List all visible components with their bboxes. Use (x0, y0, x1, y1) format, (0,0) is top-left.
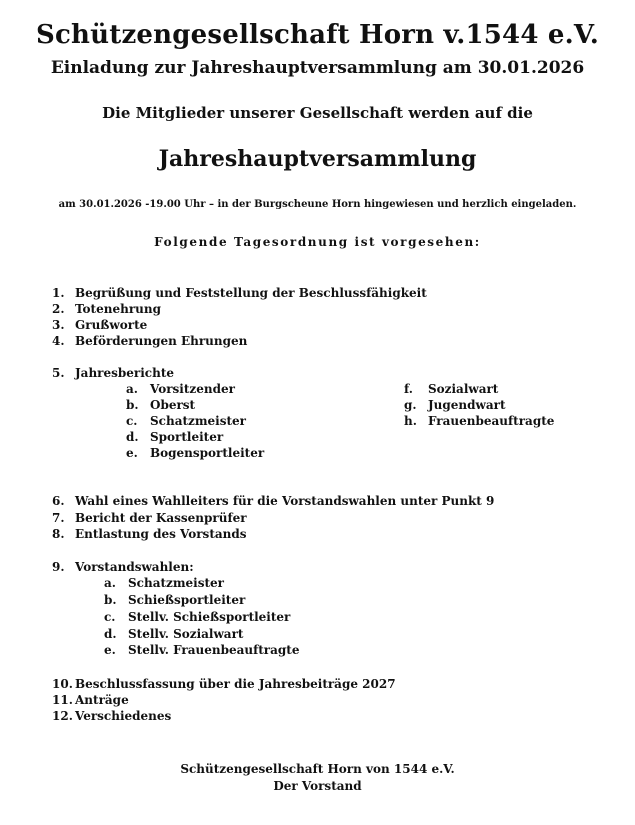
agenda-item-number: 2. (52, 302, 65, 316)
subitem-text: Schatzmeister (128, 576, 224, 590)
subitem-text: Vorsitzender (150, 382, 235, 396)
agenda-item-text: Verschiedenes (75, 709, 172, 723)
subitem-letter: c. (126, 414, 138, 428)
agenda-item-number: 11. (52, 693, 73, 707)
footer-signature: Der Vorstand (273, 779, 362, 793)
invitation-subtitle: Einladung zur Jahreshauptversammlung am 30.01.2026 (50, 58, 585, 78)
agenda-item-number: 7. (52, 511, 65, 525)
agenda-item-number: 4. (52, 334, 65, 348)
intro-text: Die Mitglieder unserer Gesellschaft werden auf die (102, 104, 533, 122)
subitem-letter: e. (126, 446, 138, 460)
subitem-letter: h. (404, 414, 417, 428)
agenda-item-number: 5. (52, 366, 65, 380)
agenda-item-text: Jahresberichte (75, 366, 175, 380)
subitem-text: Stellv. Sozialwart (128, 627, 244, 641)
subitem-text: Stellv. Schießsportleiter (128, 610, 291, 624)
subitem-letter: a. (126, 382, 138, 396)
agenda-item-number: 10. (52, 677, 73, 691)
subitem-text: Schießsportleiter (128, 593, 246, 607)
subitem-letter: f. (404, 382, 413, 396)
agenda-item-text: Beförderungen Ehrungen (75, 334, 248, 348)
subitem-letter: b. (104, 593, 117, 607)
document-title: Schützengesellschaft Horn v.1544 e.V. (36, 20, 599, 50)
agenda-item-text: Totenehrung (75, 302, 161, 316)
meeting-details: am 30.01.2026 -19.00 Uhr – in der Burgscheune Horn hingewiesen und herzlich eingeladen. (58, 199, 577, 210)
agenda-item-number: 9. (52, 560, 65, 574)
agenda-intro: Folgende Tagesordnung ist vorgesehen: (154, 235, 481, 249)
subitem-letter: b. (126, 398, 139, 412)
subitem-text: Frauenbeauftragte (428, 414, 555, 428)
agenda-item-number: 3. (52, 318, 65, 332)
subitem-text: Oberst (150, 398, 196, 412)
meeting-heading: Jahreshauptversammlung (158, 146, 477, 172)
agenda-item-text: Grußworte (75, 318, 148, 332)
subitem-text: Jugendwart (428, 398, 506, 412)
subitem-text: Schatzmeister (150, 414, 246, 428)
subitem-letter: g. (404, 398, 417, 412)
subitem-text: Bogensportleiter (150, 446, 265, 460)
subitem-text: Stellv. Frauenbeauftragte (128, 643, 300, 657)
agenda-item-text: Bericht der Kassenprüfer (75, 511, 247, 525)
subitem-letter: e. (104, 643, 116, 657)
agenda-item-text: Begrüßung und Feststellung der Beschlussfähigkeit (75, 286, 427, 300)
agenda-item-number: 12. (52, 709, 73, 723)
agenda-item-number: 8. (52, 527, 65, 541)
footer-organization: Schützengesellschaft Horn von 1544 e.V. (180, 762, 455, 776)
agenda-item-text: Entlastung des Vorstands (75, 527, 247, 541)
subitem-letter: c. (104, 610, 116, 624)
agenda-item-text: Anträge (75, 693, 129, 707)
agenda-item-number: 1. (52, 286, 65, 300)
agenda-item-text: Beschlussfassung über die Jahresbeiträge 2027 (75, 677, 396, 691)
agenda-item-number: 6. (52, 494, 65, 508)
agenda-item-text: Wahl eines Wahlleiters für die Vorstandswahlen unter Punkt 9 (75, 494, 495, 508)
subitem-letter: a. (104, 576, 116, 590)
subitem-text: Sportleiter (150, 430, 224, 444)
subitem-text: Sozialwart (428, 382, 499, 396)
agenda-item-text: Vorstandswahlen: (75, 560, 194, 574)
subitem-letter: d. (104, 627, 117, 641)
subitem-letter: d. (126, 430, 139, 444)
